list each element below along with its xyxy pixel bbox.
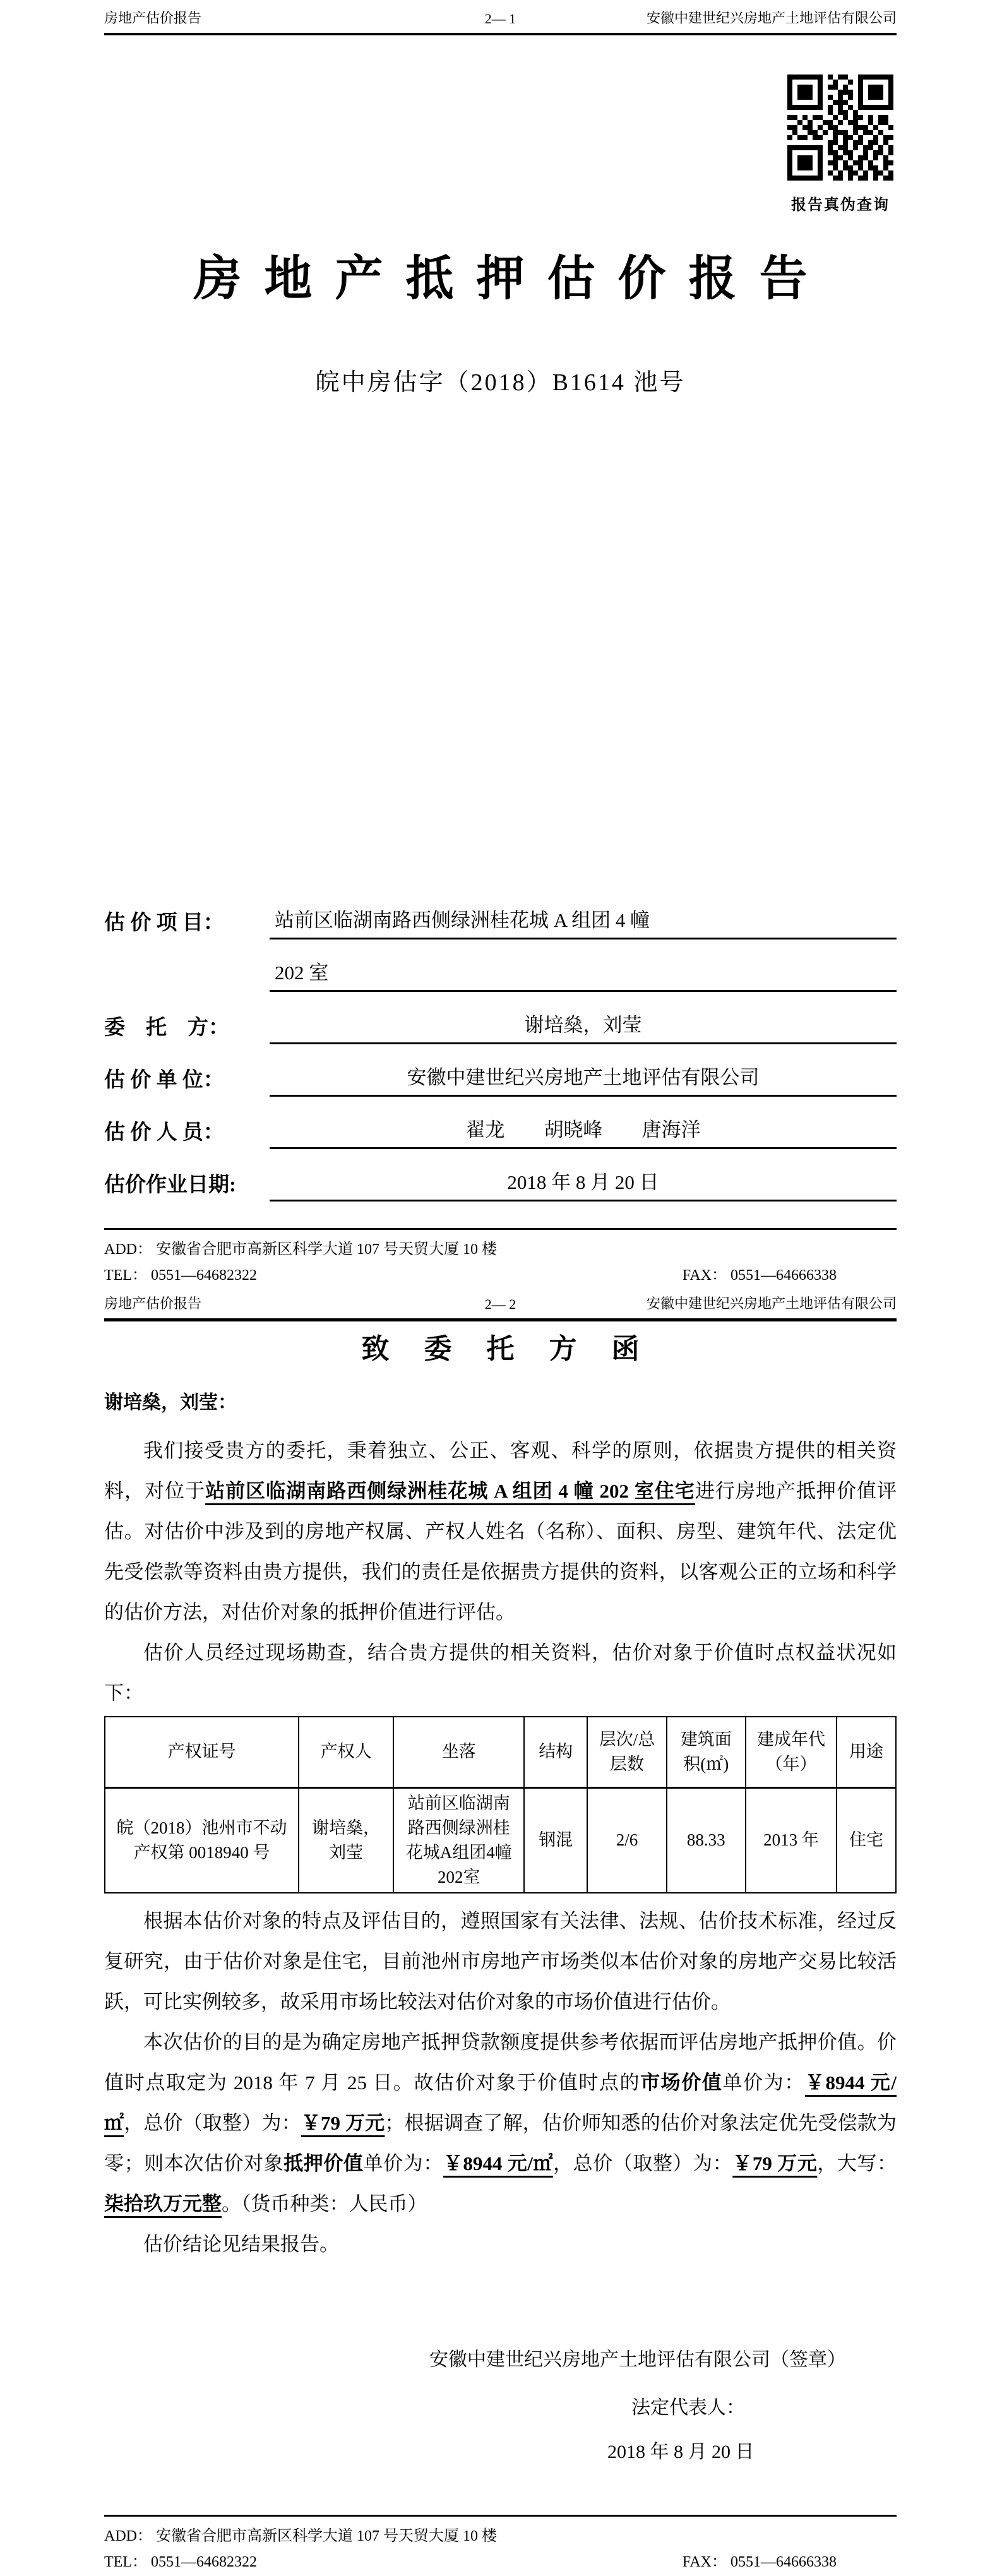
text-segment: ，总价（取整）为： (124, 2112, 301, 2135)
cell-floor: 2/6 (587, 1787, 666, 1893)
text-segment: 单价为： (722, 2072, 805, 2094)
paragraph-3: 根据本估价对象的特点及评估目的，遵照国家有关法律、法规、估价技术标准，经过反复研究，由于估价对象是住宅，目前池州市房地产市场类似本估价对象的房地产交易比较活跃，可比实例较多，故采用市场比较法对估价对象的市场价值进行估价。 (104, 1910, 897, 2013)
footer-fax: FAX： 0551—64666338 (682, 1267, 837, 1284)
date-value: 2018 年 8 月 20 日 (270, 1166, 897, 1202)
signature-date: 2018 年 8 月 20 日 (607, 2442, 754, 2462)
text-segment: ；根据调查了解，估价师知悉的估价对象法定优先受偿款为零；则本次估价对象 (104, 2112, 897, 2175)
project-label-spacer (104, 988, 270, 992)
col-area: 建筑面积(㎡) (667, 1717, 746, 1787)
col-structure: 结构 (524, 1717, 587, 1787)
footer-fax: FAX： 0551—64666338 (682, 2554, 837, 2570)
cover-form (104, 887, 897, 1202)
project-value-line2: 202 室 (270, 957, 897, 992)
text-segment-unit-price: ￥8944 元/㎡ (104, 2072, 897, 2135)
client-label: 委 托 方： (104, 1017, 229, 1039)
col-year-built: 建成年代（年） (746, 1717, 837, 1787)
paragraph-1 (104, 1431, 897, 1633)
text-segment-market-value: 市场价值 (640, 2072, 723, 2094)
form-row-agency (104, 1044, 897, 1097)
col-use: 用途 (837, 1717, 896, 1787)
header-doc-type: 房地产估价报告 (104, 1296, 202, 1311)
letter-body (104, 1431, 897, 2265)
header-company-name: 安徽中建世纪兴房地产土地评估有限公司 (646, 1296, 897, 1311)
footer-tel: TEL： 0551—64682322 (104, 1267, 257, 1284)
text-segment-unit-price: ￥8944 元/㎡ (443, 2152, 554, 2175)
text-segment: ，大写： (817, 2152, 897, 2175)
cell-use: 住宅 (837, 1787, 896, 1893)
header-page-number: 2— 2 (484, 1296, 516, 1312)
header-doc-type: 房地产估价报告 (104, 10, 202, 26)
text-segment: 进行房地产抵押价值评估。对估价中涉及到的房地产权属、产权人姓名（名称）、面积、房型、建筑年代、法定优先受偿款等资料由贵方提供，我们的责任是依据贵方提供的资料，以客观公正的立场和科学的估价方法，对估价对象的抵押价值进行评估。 (104, 1480, 897, 1623)
report-number: 皖中房估字（2018）B1614 池号 (315, 369, 686, 396)
signature-legal-rep: 法定代表人： (631, 2397, 745, 2418)
form-row-client (104, 992, 897, 1044)
col-floor: 层次/总层数 (587, 1717, 666, 1787)
cell-owner: 谢培燊，刘莹 (299, 1787, 393, 1893)
header-company-name: 安徽中建世纪兴房地产土地评估有限公司 (646, 10, 897, 26)
staff-value: 翟龙 胡晓峰 唐海洋 (270, 1114, 897, 1149)
page1-header (104, 8, 897, 35)
client-value: 谢培燊，刘莹 (270, 1009, 897, 1044)
table-row (105, 1787, 896, 1893)
paragraph-4 (104, 2022, 897, 2224)
cell-cert-no: 皖（2018）池州市不动产权第 0018940 号 (105, 1787, 299, 1893)
text-segment: ，总价（取整）为： (553, 2152, 733, 2175)
letter-title: 致委托方函 (361, 1333, 674, 1364)
text-segment: 我们接受贵方的委托，秉着独立、公正、客观、科学的原则，依据贵方提供的相关资料，对位于 (104, 1440, 897, 1502)
footer-address: ADD： 安徽省合肥市高新区科学大道 107 号天贸大厦 10 楼 (104, 1241, 497, 1258)
text-segment-total-price: ￥79 万元 (301, 2112, 385, 2135)
date-label: 估价作业日期: (104, 1174, 236, 1196)
agency-value: 安徽中建世纪兴房地产土地评估有限公司 (270, 1061, 897, 1097)
col-owner: 产权人 (299, 1717, 393, 1787)
text-segment-total-price: ￥79 万元 (732, 2152, 818, 2175)
header-page-number: 2— 1 (484, 11, 516, 27)
property-rights-table (104, 1716, 897, 1893)
paragraph-5: 估价结论见结果报告。 (143, 2233, 339, 2256)
text-segment: 本次估价的目的是为确定房地产抵押贷款额度提供参考依据而评估房地产抵押价值。价值时点取定为 2018 年 7 月 25 日。故估价对象于价值时点的 (104, 2031, 897, 2094)
cell-year-built: 2013 年 (746, 1787, 837, 1893)
signature-company: 安徽中建世纪兴房地产土地评估有限公司（签章） (429, 2349, 846, 2370)
cell-location: 站前区临湖南路西侧绿洲桂花城A组团4幢202室 (393, 1787, 524, 1893)
qr-code-icon (787, 75, 893, 181)
text-segment: 。（货币种类：人民币） (222, 2193, 427, 2215)
qr-caption: 报告真伪查询 (791, 197, 890, 213)
report-title: 房地产抵押估价报告 (193, 253, 830, 306)
page2-footer (104, 2515, 897, 2571)
project-value-line1: 站前区临湖南路西侧绿洲桂花城 A 组团 4 幢 (270, 904, 897, 939)
form-row-project-cont (104, 939, 897, 992)
staff-label: 估 价 人 员： (104, 1121, 224, 1144)
qr-verification-block (787, 75, 893, 214)
agency-label: 估 价 单 位： (104, 1069, 224, 1092)
col-location: 坐落 (393, 1717, 524, 1787)
page2-header (104, 1293, 897, 1321)
footer-address: ADD： 安徽省合肥市高新区科学大道 107 号天贸大厦 10 楼 (104, 2528, 497, 2544)
form-row-project (104, 887, 897, 939)
page1-footer (104, 1228, 897, 1284)
footer-tel: TEL： 0551—64682322 (104, 2554, 257, 2570)
paragraph-2: 估价人员经过现场勘查，结合贵方提供的相关资料，估价对象于价值时点权益状况如下： (104, 1642, 897, 1704)
project-label: 估 价 项 目： (104, 912, 224, 934)
cell-area: 88.33 (667, 1787, 746, 1893)
cell-structure: 钢混 (524, 1787, 587, 1893)
text-segment-mortgage-value: 抵押价值 (283, 2152, 364, 2175)
form-row-staff (104, 1097, 897, 1149)
col-cert-no: 产权证号 (105, 1717, 299, 1787)
text-segment-amount-in-words: 柒拾玖万元整 (104, 2193, 222, 2215)
text-segment: 单价为： (363, 2152, 443, 2175)
letter-salutation: 谢培燊，刘莹： (104, 1392, 237, 1413)
table-header-row (105, 1717, 896, 1787)
form-row-date (104, 1149, 897, 1202)
text-segment-property: 站前区临湖南路西侧绿洲桂花城 A 组团 4 幢 202 室住宅 (205, 1480, 695, 1502)
